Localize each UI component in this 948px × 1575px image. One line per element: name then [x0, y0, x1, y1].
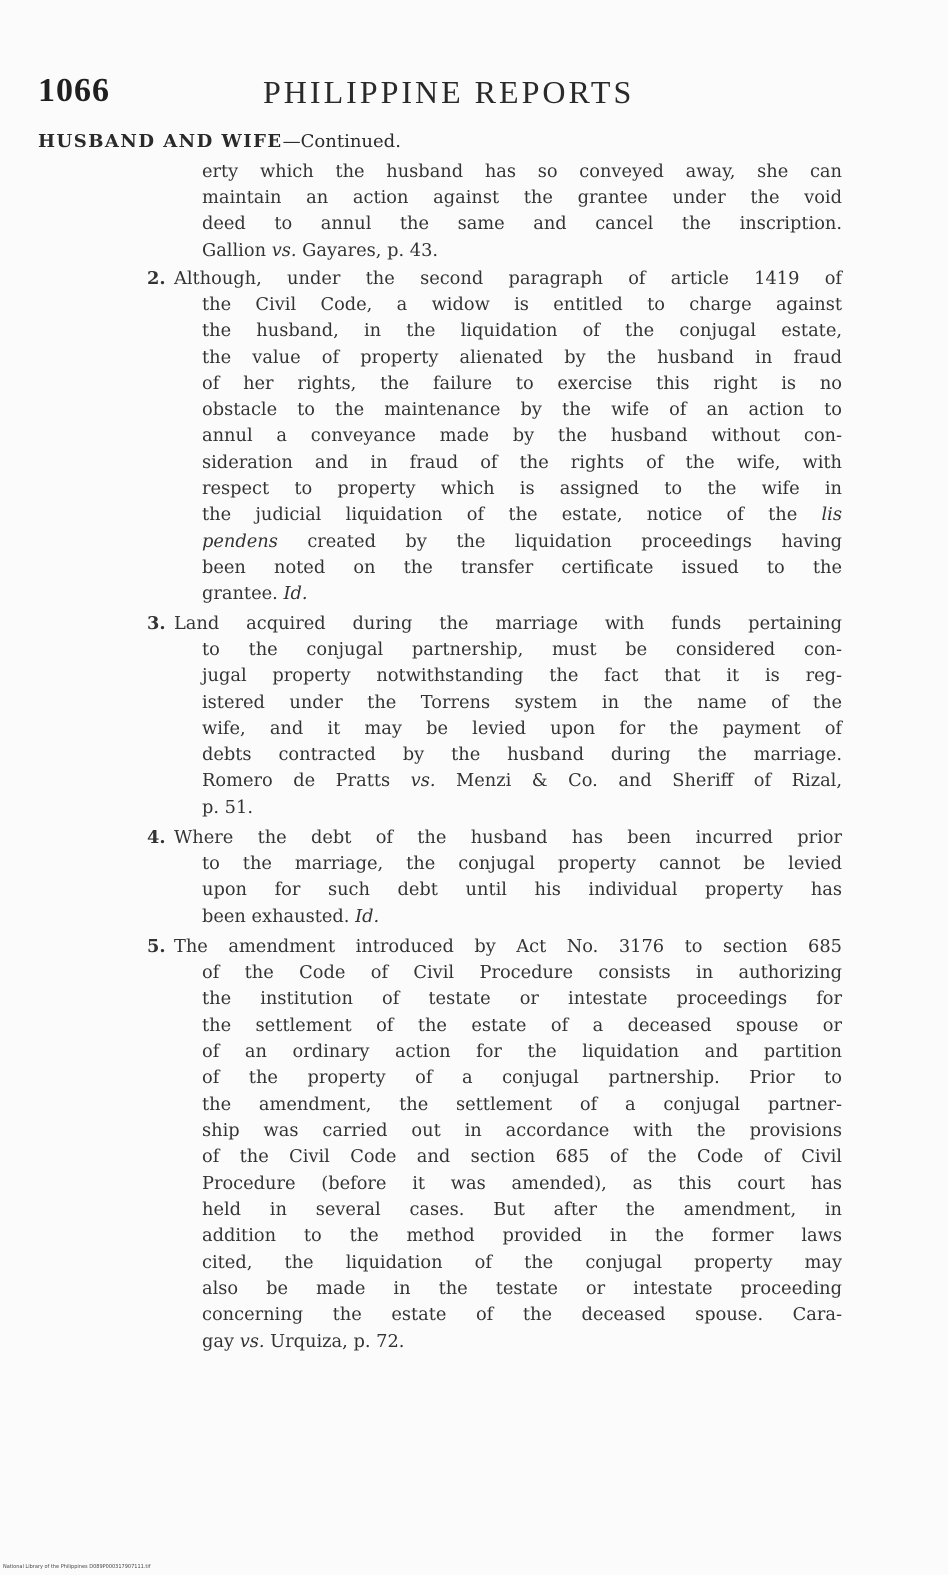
text-line: of the Code of Civil Procedure consists in authorizing — [202, 962, 842, 983]
text-line: deed to annul the same and cancel the inscription. — [202, 213, 842, 234]
text-line: upon for such debt until his individual property has — [202, 879, 842, 900]
text-line: erty which the husband has so conveyed away, she can — [202, 161, 842, 182]
text-line: the amendment, the settlement of a conjugal partner- — [202, 1094, 842, 1115]
text-line: pendens created by the liquidation proceedings having — [202, 531, 842, 552]
text-line: grantee. Id. — [202, 583, 308, 604]
text-line: p. 51. — [202, 797, 253, 818]
text-line: been exhausted. Id. — [202, 906, 380, 927]
section-heading — [38, 131, 401, 152]
text-line: obstacle to the maintenance by the wife of an action to — [202, 399, 842, 420]
text-line: of the Civil Code and section 685 of the Code of Civil — [202, 1146, 842, 1167]
section-continued: —Continued. — [282, 131, 401, 152]
list-item-number-3: 3. Land acquired during the marriage with funds pertaining — [147, 613, 842, 634]
text-line: the institution of testate or intestate proceedings for — [202, 988, 842, 1009]
page-number: 1066 — [38, 72, 110, 109]
text-line: cited, the liquidation of the conjugal property may — [202, 1252, 842, 1273]
text-line: also be made in the testate or intestate proceeding — [202, 1278, 842, 1299]
text-line: respect to property which is assigned to the wife in — [202, 478, 842, 499]
section-subject: HUSBAND AND WIFE — [38, 131, 283, 152]
text-line: Gallion vs. Gayares, p. 43. — [202, 240, 439, 261]
text-line: been noted on the transfer certificate issued to the — [202, 557, 842, 578]
text-line: gay vs. Urquiza, p. 72. — [202, 1331, 405, 1352]
text-line: wife, and it may be levied upon for the payment of — [202, 718, 842, 739]
text-line: addition to the method provided in the former laws — [202, 1225, 842, 1246]
text-line: Procedure (before it was amended), as this court has — [202, 1173, 842, 1194]
text-line: jugal property notwithstanding the fact that it is reg- — [202, 665, 842, 686]
text-line: the settlement of the estate of a deceased spouse or — [202, 1015, 842, 1036]
text-line: istered under the Torrens system in the name of the — [202, 692, 842, 713]
text-line: debts contracted by the husband during the marriage. — [202, 744, 842, 765]
text-line: annul a conveyance made by the husband without con- — [202, 425, 842, 446]
text-line: sideration and in fraud of the rights of the wife, with — [202, 452, 842, 473]
text-line: concerning the estate of the deceased spouse. Cara- — [202, 1304, 842, 1325]
text-line: the judicial liquidation of the estate, notice of the lis — [202, 504, 842, 525]
list-item-number-5: 5. The amendment introduced by Act No. 3176 to section 685 — [147, 936, 842, 957]
text-line: held in several cases. But after the amendment, in — [202, 1199, 842, 1220]
text-line: to the marriage, the conjugal property cannot be levied — [202, 853, 842, 874]
text-line: Romero de Pratts vs. Menzi & Co. and Sheriff of Rizal, — [202, 770, 843, 791]
text-line: the Civil Code, a widow is entitled to charge against — [202, 294, 842, 315]
text-line: of the property of a conjugal partnership. Prior to — [202, 1067, 842, 1088]
text-line: to the conjugal partnership, must be considered con- — [202, 639, 842, 660]
running-title: PHILIPPINE REPORTS — [263, 74, 635, 110]
text-line: of an ordinary action for the liquidation and partition — [202, 1041, 842, 1062]
text-line: the value of property alienated by the husband in fraud — [202, 347, 842, 368]
text-line: the husband, in the liquidation of the conjugal estate, — [202, 320, 842, 341]
list-item-number-2: 2. Although, under the second paragraph of article 1419 of — [147, 268, 842, 289]
list-item-number-4: 4. Where the debt of the husband has been incurred prior — [147, 827, 842, 848]
scan-credit: National Library of the Philippines D089P000317907111.tif — [3, 1564, 151, 1570]
text-line: maintain an action against the grantee under the void — [202, 187, 842, 208]
text-line: ship was carried out in accordance with the provisions — [202, 1120, 842, 1141]
text-line: of her rights, the failure to exercise this right is no — [202, 373, 842, 394]
